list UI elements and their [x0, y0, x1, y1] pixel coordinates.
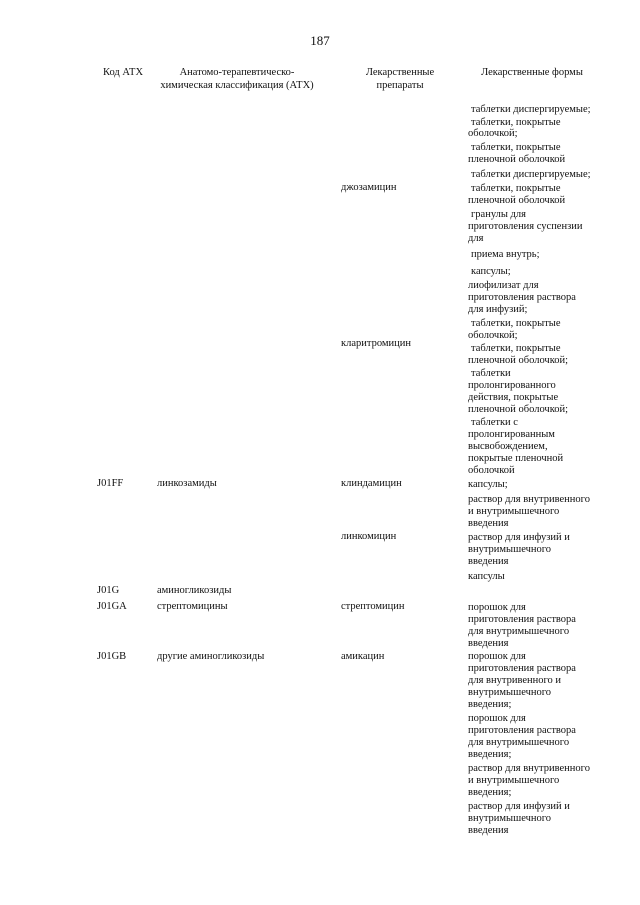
atc-class-j01g: аминогликозиды — [157, 585, 232, 596]
atc-code-j01g: J01G — [97, 585, 120, 596]
dosage-form-line: введения; — [468, 699, 512, 710]
header-drugs-line1: Лекарственные — [365, 67, 435, 78]
dosage-form-line: для внутривенного и — [468, 675, 562, 686]
dosage-form-line: порошок для — [468, 713, 526, 724]
dosage-form-line: таблетки, покрытые — [471, 343, 561, 354]
dosage-form-line: внутримышечного — [468, 544, 552, 555]
dosage-form-line: внутримышечного — [468, 813, 552, 824]
header-drugs-line2: препараты — [376, 79, 424, 91]
dosage-form-line: и внутримышечного — [468, 506, 560, 517]
dosage-form-line: таблетки, покрытые — [471, 142, 561, 153]
dosage-form-line: гранулы для — [471, 209, 526, 220]
dosage-form-line: таблетки с — [471, 417, 518, 428]
drug-name-clindamycin: клиндамицин — [341, 478, 402, 489]
dosage-form-line: приготовления раствора — [468, 663, 576, 674]
dosage-form-line: капсулы; — [471, 266, 511, 277]
dosage-form-line: и внутримышечного — [468, 775, 560, 786]
dosage-form-line: введения — [468, 556, 509, 567]
dosage-form-line: для внутримышечного — [468, 626, 570, 637]
atc-class-j01ff: линкозамиды — [157, 478, 217, 489]
dosage-form-line: приема внутрь; — [471, 249, 540, 260]
dosage-form-line: порошок для — [468, 602, 526, 613]
dosage-form-line: пленочной оболочкой; — [468, 355, 569, 366]
dosage-form-line: раствор для внутривенного — [468, 763, 590, 774]
column-header-forms — [462, 67, 602, 80]
dosage-form-line: пленочной оболочкой — [468, 154, 566, 165]
header-class-line2: химическая классификация (АТХ) — [160, 79, 314, 91]
header-class-line1: Анатомо-терапевтическо- — [179, 67, 295, 78]
dosage-form-line: пленочной оболочкой — [468, 195, 566, 206]
atc-class-j01ga: стрептомицины — [157, 601, 228, 612]
dosage-form-line: внутримышечного — [468, 687, 552, 698]
atc-code-j01ff: J01FF — [97, 478, 124, 489]
atc-code-j01gb: J01GB — [97, 651, 127, 662]
dosage-form-line: введения — [468, 825, 509, 836]
dosage-form-line: таблетки — [471, 368, 511, 379]
dosage-form-line: высвобождением, — [468, 441, 548, 452]
dosage-form-line: введения — [468, 638, 509, 649]
dosage-form-line: лиофилизат для — [468, 280, 539, 291]
column-header-code — [88, 67, 158, 80]
dosage-form-line: оболочкой; — [468, 330, 518, 341]
dosage-form-line: оболочкой — [468, 465, 515, 476]
drug-name-clarithromycin: кларитромицин — [341, 338, 412, 349]
column-header-drugs — [345, 67, 455, 92]
dosage-form-line: введения; — [468, 749, 512, 760]
atc-code-j01ga: J01GA — [97, 601, 127, 612]
page-number: 187 — [310, 33, 330, 48]
dosage-form-line: приготовления раствора — [468, 725, 576, 736]
drug-name-josamycin: джозамицин — [341, 182, 397, 193]
dosage-form-line: таблетки диспергируемые; — [471, 104, 591, 115]
header-forms-text: Лекарственные формы — [481, 67, 583, 78]
dosage-form-line: таблетки, покрытые — [471, 318, 561, 329]
dosage-form-line: раствор для инфузий и — [468, 801, 570, 812]
dosage-form-line: покрытые пленочной — [468, 453, 564, 464]
drug-name-streptomycin: стрептомицин — [341, 601, 405, 612]
dosage-form-line: введения — [468, 518, 509, 529]
dosage-form-line: порошок для — [468, 651, 526, 662]
dosage-form-line: приготовления раствора — [468, 292, 576, 303]
dosage-form-line: пленочной оболочкой; — [468, 404, 569, 415]
drug-name-amikacin: амикацин — [341, 651, 385, 662]
dosage-form-line: капсулы — [468, 571, 505, 582]
dosage-form-line: приготовления раствора — [468, 614, 576, 625]
dosage-form-line: для — [468, 233, 484, 244]
dosage-form-line: приготовления суспензии — [468, 221, 583, 232]
header-code-text: Код АТХ — [102, 67, 144, 78]
dosage-form-line: для внутримышечного — [468, 737, 570, 748]
column-header-classification — [152, 67, 322, 92]
dosage-form-line: введения; — [468, 787, 512, 798]
dosage-form-line: таблетки, покрытые — [471, 117, 561, 128]
dosage-form-line: пролонгированным — [468, 429, 555, 440]
atc-class-j01gb: другие аминогликозиды — [157, 651, 265, 662]
dosage-form-line: капсулы; — [468, 479, 508, 490]
dosage-form-line: таблетки диспергируемые; — [471, 169, 591, 180]
dosage-form-line: таблетки, покрытые — [471, 183, 561, 194]
dosage-form-line: действия, покрытые — [468, 392, 559, 403]
dosage-form-line: для инфузий; — [468, 304, 528, 315]
dosage-form-line: оболочкой; — [468, 128, 518, 139]
dosage-form-line: пролонгированного — [468, 380, 556, 391]
dosage-form-line: раствор для внутривенного — [468, 494, 590, 505]
dosage-form-line: раствор для инфузий и — [468, 532, 570, 543]
drug-name-lincomycin: линкомицин — [341, 531, 397, 542]
